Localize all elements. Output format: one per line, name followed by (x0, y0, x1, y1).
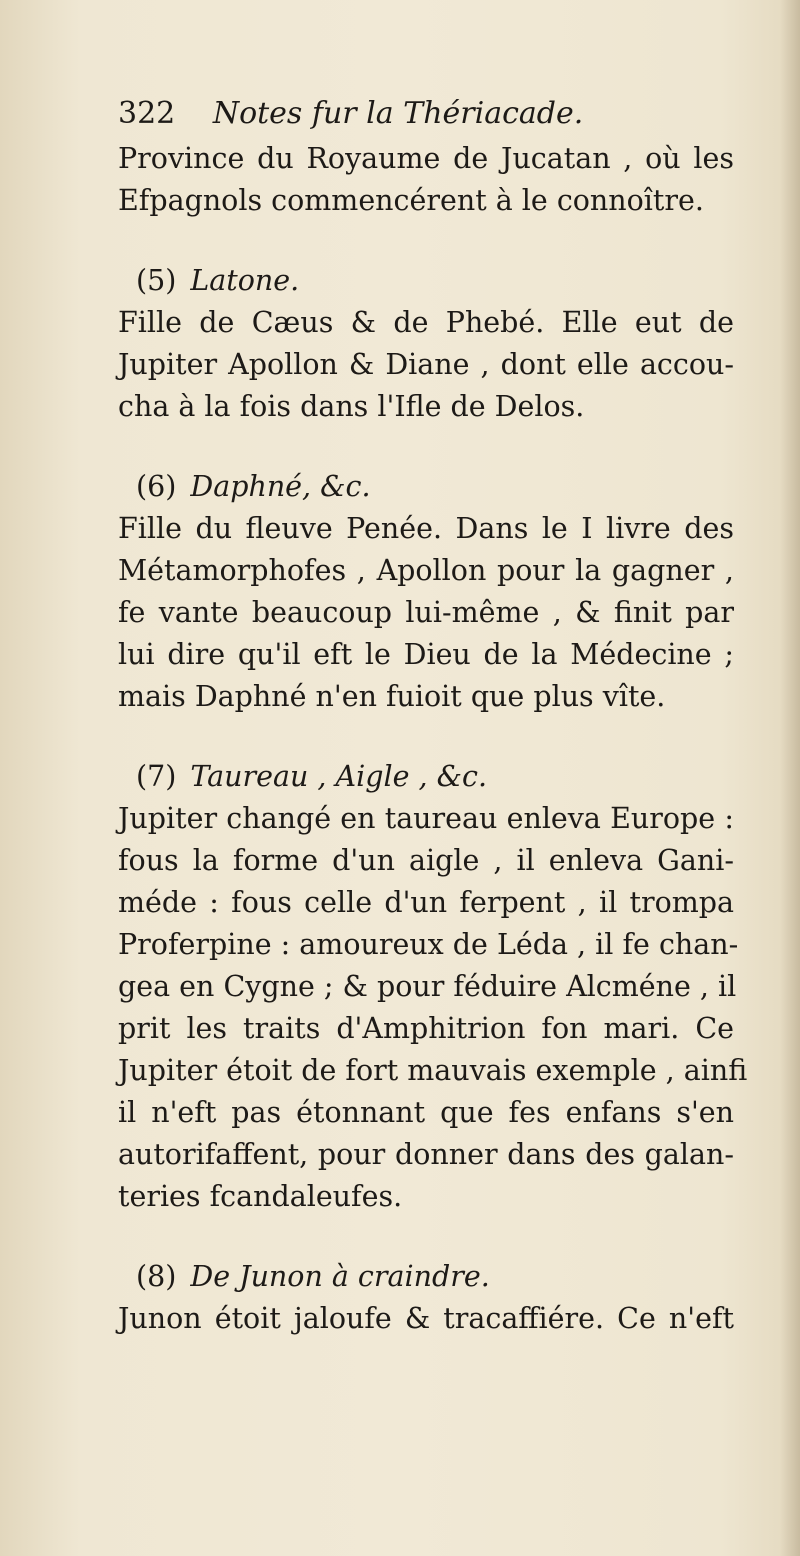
note-number: (7) (136, 760, 177, 793)
text-line: Jupiter Apollon & Diane , dont elle accou- (118, 348, 734, 381)
page-body (118, 138, 748, 1340)
note-6 (118, 466, 734, 718)
text-line: Proferpine : amoureux de Léda , il fe chan- (118, 928, 739, 961)
note-title: Taureau , Aigle , &c. (190, 760, 488, 793)
note-8 (118, 1256, 734, 1340)
text-line: Jupiter changé en taureau enleva Europe : (118, 802, 734, 835)
text-line: teries fcandaleufes. (118, 1180, 403, 1213)
text-line: gea en Cygne ; & pour féduire Alcméne , il (118, 970, 737, 1003)
intro-paragraph (118, 138, 734, 222)
note-5 (118, 260, 734, 428)
text-line: méde : fous celle d'un ferpent , il trompa (118, 886, 734, 919)
text-line: prit les traits d'Amphitrion fon mari. Ce (118, 1012, 734, 1045)
note-heading (118, 260, 734, 302)
text-line: lui dire qu'il eft le Dieu de la Médecine ; (118, 638, 734, 671)
text-line: fous la forme d'un aigle , il enleva Gani- (118, 844, 734, 877)
running-title: Notes fur la Thériacade. (212, 96, 584, 131)
text-line: Fille du fleuve Penée. Dans le I livre des (118, 512, 734, 545)
text-line: Province du Royaume de Jucatan , où les (118, 142, 734, 175)
note-heading (118, 1256, 734, 1298)
text-line: Jupiter étoit de fort mauvais exemple , ainfi (118, 1054, 748, 1087)
text-line: cha à la fois dans l'Ifle de Delos. (118, 390, 585, 423)
text-line: autorifaffent, pour donner dans des galan- (118, 1138, 734, 1171)
text-line: Métamorphofes , Apollon pour la gagner , (118, 554, 734, 587)
note-title: Latone. (190, 264, 300, 297)
text-line: Fille de Cæus & de Phebé. Elle eut de (118, 306, 734, 339)
page-header (118, 96, 718, 132)
note-number: (6) (136, 470, 177, 503)
text-line: Efpagnols commencérent à le connoître. (118, 184, 704, 217)
text-line: Junon étoit jaloufe & tracaffiére. Ce n'eft (118, 1302, 734, 1335)
text-line: mais Daphné n'en fuioit que plus vîte. (118, 680, 666, 713)
page-number: 322 (118, 96, 176, 131)
note-7 (118, 756, 748, 1218)
note-heading (118, 466, 734, 508)
note-title: De Junon à craindre. (190, 1260, 490, 1293)
text-line: fe vante beaucoup lui-même , & finit par (118, 596, 734, 629)
text-line: il n'eft pas étonnant que fes enfans s'en (118, 1096, 734, 1129)
note-heading (118, 756, 734, 798)
note-title: Daphné, &c. (190, 470, 371, 503)
note-number: (8) (136, 1260, 177, 1293)
note-number: (5) (136, 264, 177, 297)
